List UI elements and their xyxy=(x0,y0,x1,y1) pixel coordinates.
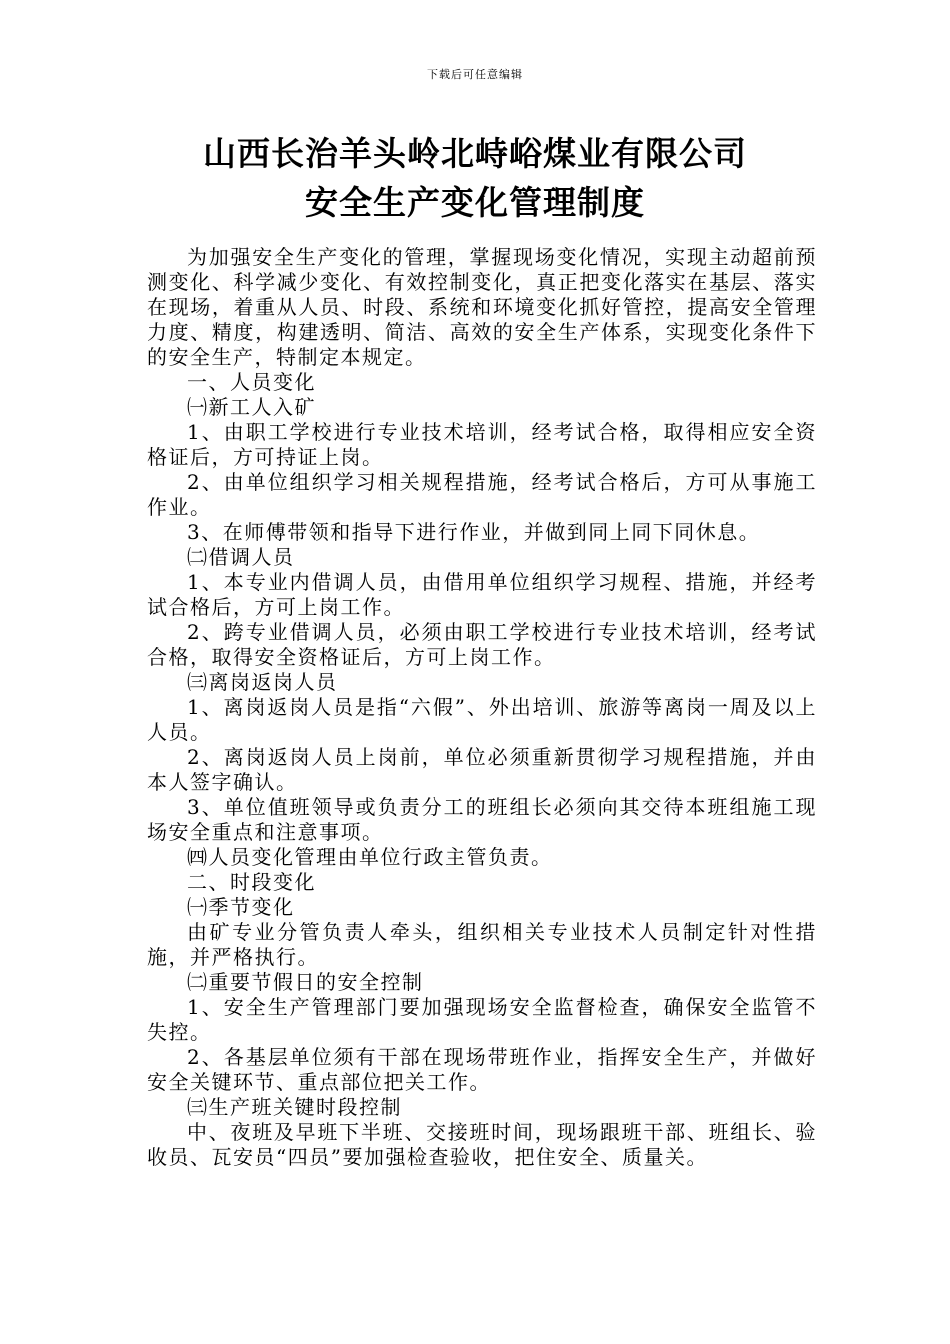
paragraph: 3、在师傅带领和指导下进行作业，并做到同上同下同休息。 xyxy=(187,520,761,544)
header-note: 下载后可任意编辑 xyxy=(427,68,523,81)
paragraph: 1、离岗返岗人员是指“六假”、外出培训、旅游等离岗一周及以上人员。 xyxy=(147,695,817,744)
subsection-heading: ㈡重要节假日的安全控制 xyxy=(187,970,424,994)
paragraph: 中、夜班及早班下半班、交接班时间，现场跟班干部、班组长、验收员、瓦安员“四员”要加强检查验收，把住安全、质量关。 xyxy=(147,1120,817,1169)
paragraph: 2、离岗返岗人员上岗前，单位必须重新贯彻学习规程措施，并由本人签字确认。 xyxy=(147,745,817,794)
document-body xyxy=(147,245,817,1170)
document-title: 山西长治羊头岭北峙峪煤业有限公司 xyxy=(203,134,747,173)
section-heading: 二、时段变化 xyxy=(187,870,316,894)
subsection-heading: ㈢离岗返岗人员 xyxy=(187,670,338,694)
paragraph: 1、由职工学校进行专业技术培训，经考试合格，取得相应安全资格证后，方可持证上岗。 xyxy=(147,420,817,469)
paragraph: 1、安全生产管理部门要加强现场安全监督检查，确保安全监管不失控。 xyxy=(147,995,817,1044)
paragraph: 2、各基层单位须有干部在现场带班作业，指挥安全生产，并做好安全关键环节、重点部位把关工作。 xyxy=(147,1045,817,1094)
subsection-heading: ㈢生产班关键时段控制 xyxy=(187,1095,402,1119)
paragraph: 1、本专业内借调人员，由借用单位组织学习规程、措施，并经考试合格后，方可上岗工作。 xyxy=(147,570,817,619)
paragraph: ㈣人员变化管理由单位行政主管负责。 xyxy=(187,845,553,869)
paragraph: 2、跨专业借调人员，必须由职工学校进行专业技术培训，经考试合格，取得安全资格证后，方可上岗工作。 xyxy=(147,620,817,669)
document-subtitle: 安全生产变化管理制度 xyxy=(305,183,645,222)
section-heading: 一、人员变化 xyxy=(187,370,316,394)
paragraph: 2、由单位组织学习相关规程措施，经考试合格后，方可从事施工作业。 xyxy=(147,470,817,519)
paragraph: 由矿专业分管负责人牵头，组织相关专业技术人员制定针对性措施，并严格执行。 xyxy=(147,920,817,969)
paragraph: 3、单位值班领导或负责分工的班组长必须向其交待本班组施工现场安全重点和注意事项。 xyxy=(147,795,817,844)
subsection-heading: ㈠新工人入矿 xyxy=(187,395,316,419)
subsection-heading: ㈡借调人员 xyxy=(187,545,295,569)
subsection-heading: ㈠季节变化 xyxy=(187,895,295,919)
paragraph: 为加强安全生产变化的管理，掌握现场变化情况，实现主动超前预测变化、科学减少变化、有效控制变化，真正把变化落实在基层、落实在现场，着重从人员、时段、系统和环境变化抓好管控，提高安全管理力度、精度，构建透明、简洁、高效的安全生产体系，实现变化条件下的安全生产，特制定本规定。 xyxy=(147,245,817,369)
